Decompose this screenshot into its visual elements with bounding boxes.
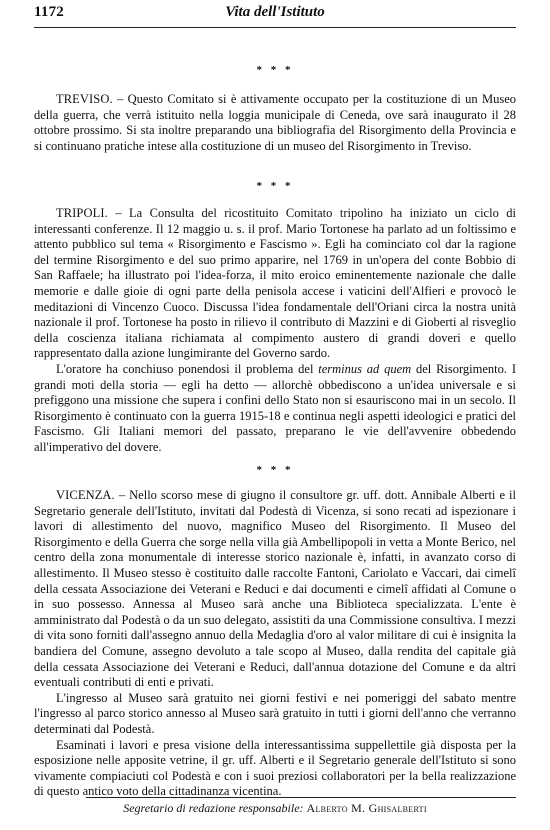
page-header (34, 4, 516, 26)
paragraph: L'ingresso al Museo sarà gratuito nei giorni festivi e nei pomeriggi del sabato mentre l'ingresso al parco storico annesso al Museo sarà gratuito in tutti i giorni dell'anno che verranno determinati dal Podestà. (34, 690, 516, 736)
place-heading: TRIPOLI. (56, 206, 108, 220)
paragraph-text: – La Consulta del ricostituito Comitato tripolino ha iniziato un ciclo di interessanti conferenze. Il 12 maggio u. s. il prof. Mario Tortonese ha parlato ad un foltissimo e attento pubblico sul tema « Risorgimento e Fascismo ». Egli ha cominciato col dar la ragione del termine Risorgimento e del suo primo apparire, nel 1769 in un'opera del conte Bobbio di San Raffaele; ha illustrato poi l'idea-forza, il mito eroico eminentemente nazionale che dalle memorie e dalle gioie di ogni parte della penisola accese i vaticini dell'Alfieri e provocò le meditazioni di Vincenzo Cuoco. Discussa l'idea fondamentale dell'Oriani circa la nostra unità nazionale il prof. Tortonese ha posto in rilievo il contributo di Mazzini e di Gioberti al risveglio della coscienza italiana richiamata al compimento austero di grandi doveri e quello rappresentato dalla azione lungimirante del Governo sardo. (34, 206, 516, 361)
page-number: 1172 (34, 4, 64, 20)
paragraph: Esaminati i lavori e presa visione della interessantissima suppellettile già disposta per la esposizione nelle apposite vetrine, il gr. uff. Alberti e il Segretario generale dell'Istituto si sono vivamente compiaciuti col Podestà e con i suoi preziosi collaboratori per la bella realizzazione di questo antico voto della cittadinanza vicentina. (34, 737, 516, 799)
paragraph-text: – Questo Comitato si è attivamente occupato per la costituzione di un Museo della guerra, che verrà istituito nella loggia municipale di Ceneda, ove sarà inaugurato il 28 ottobre prossimo. Si sta inoltre preparando una bibliografia del Risorgimento della Provincia e si continuano pratiche intese alla costituzione di un museo del Risorgimento in Treviso. (34, 92, 516, 153)
paragraph (34, 206, 516, 362)
footer-rule (86, 797, 516, 798)
paragraph (34, 488, 516, 691)
section-tripoli (34, 206, 516, 456)
paragraph (34, 362, 516, 456)
section-vicenza (34, 488, 516, 800)
paragraph-text: del Risorgimento. I grandi moti della storia — egli ha detto — allorchè obbediscono a un'idea universale e si prefiggono una missione che supera i confini dello Stato non si esauriscono mai in un secolo. Il Risorgimento è continuato con la guerra 1915-18 e continua negli aspetti ideologici e pratici del Fascismo. Gli Italiani memori del passato, preparano le vie dell'avvenire obbedendo all'imperativo del dovere. (34, 361, 517, 454)
footer-label: Segretario di redazione responsabile: (123, 801, 304, 815)
paragraph (34, 92, 516, 154)
place-heading: TREVISO. (56, 92, 113, 106)
running-title: Vita dell'Istituto (225, 4, 325, 20)
place-heading: VICENZA. (56, 488, 115, 502)
header-rule (34, 27, 516, 28)
section-separator: * * * (256, 464, 294, 476)
section-treviso (34, 92, 516, 154)
footer-name: Alberto M. Ghisalberti (306, 801, 427, 815)
page-footer (34, 801, 516, 816)
paragraph-text: – Nello scorso mese di giugno il consultore gr. uff. dott. Annibale Alberti e il Segretario generale dell'Istituto, invitati dal Podestà di Vicenza, si sono recati ad ispezionare i lavori di allestimento del nuovo, magnifico Museo del Risorgimento. Il Museo del Risorgimento e della Guerra che sorge nella villa già Ambellipopoli in vetta a Monte Berico, nel centro della zona monumentale di interesse storico nazionale è, infatti, in avanzato corso di allestimento. Il Museo stesso è costituito dalle raccolte Fantoni, Cariolato e Vaccari, dai cimelî della cessata Associazione dei Veterani e Reduci e dai documenti e cimelî affidati al Comune o in suo possesso. Annessa al Museo sarà anche una Biblioteca specializzata. L'ente è amministrato dal Podestà o da un suo delegato, assistiti da una Commissione consultiva. I mezzi di vita sono forniti dall'assegno annuo della Medaglia d'oro al valor militare di cui è insignita la bandiera del Comune, assegno devoluto a tale scopo al Museo, dalla rendita del capitale già della cessata Associazione dei Veterani e Reduci, dall'annua dotazione del Comune e da altri eventuali contributi di enti e privati. (34, 488, 516, 690)
section-separator: * * * (256, 180, 294, 192)
emphasis-text: terminus ad quem (318, 361, 412, 376)
section-separator: * * * (256, 64, 294, 76)
paragraph-text: L'oratore ha conchiuso ponendosi il problema del (56, 361, 319, 376)
